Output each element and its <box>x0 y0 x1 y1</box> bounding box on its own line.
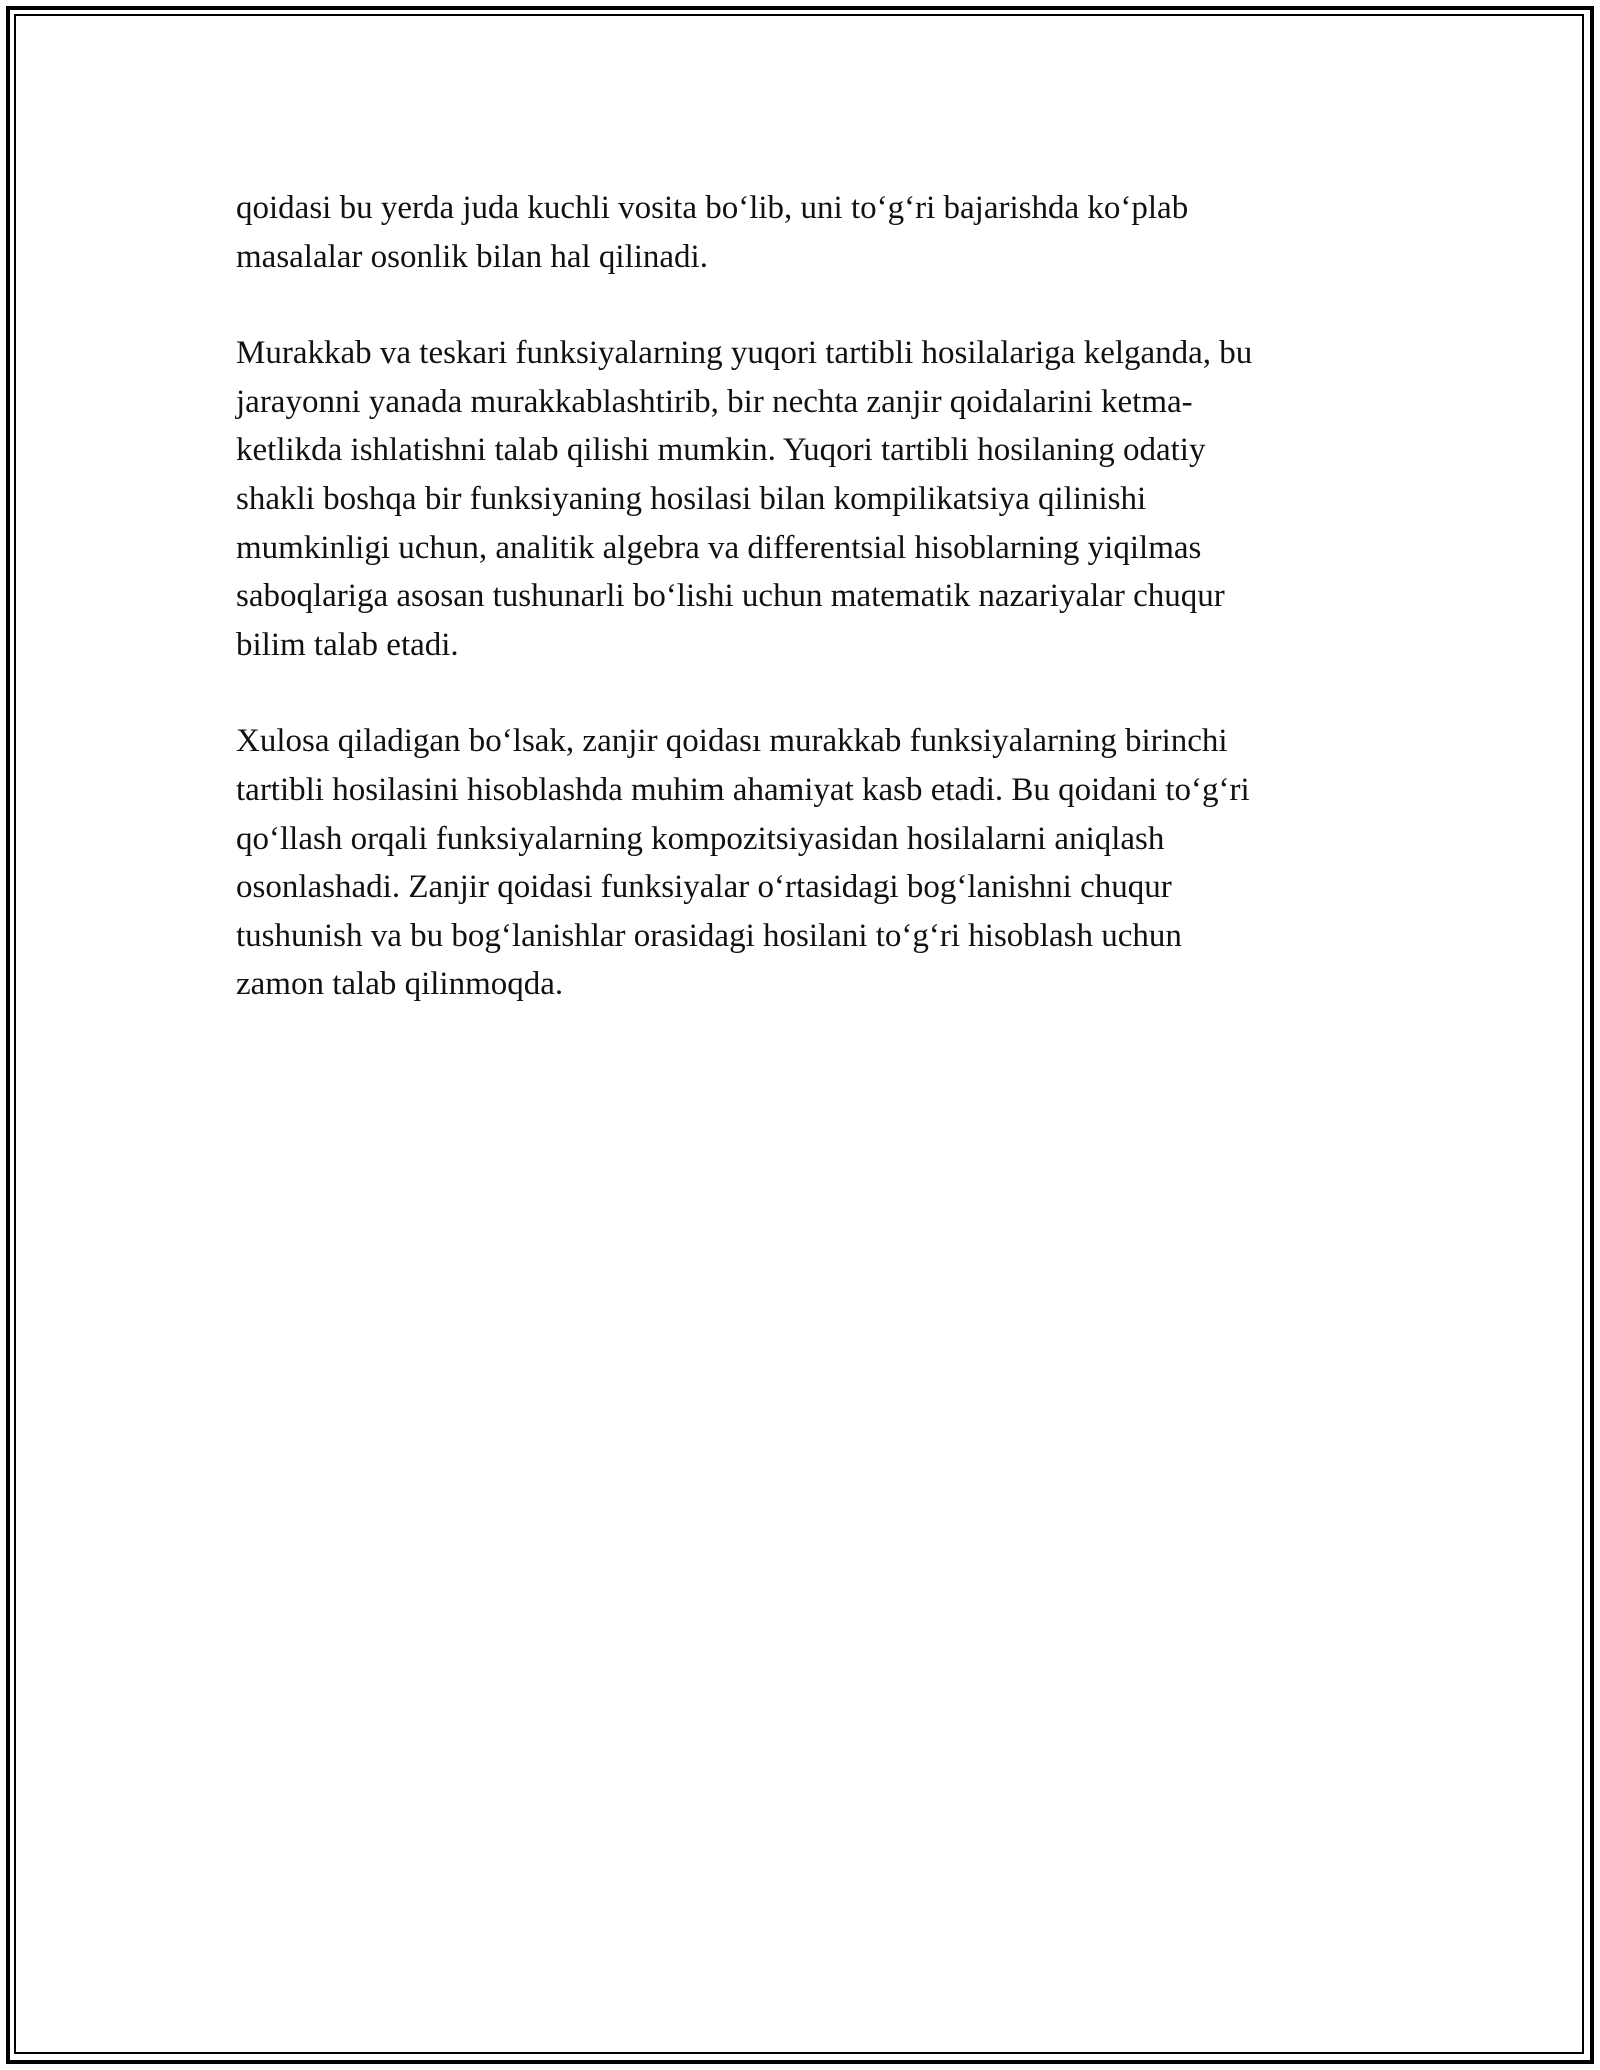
paragraph-higher-order-derivatives: Murakkab va teskari funksiyalarning yuqori tartibli hosilalariga kelganda, bu jarayonni yanada murakkablashtirib, bir nechta zanjir qoidalarini ketma- ketlikda ishlatishni talab qilishi mumkin. Yuqori tartibli hosilaning odatiy shakli boshqa bir funksiyaning hosilasi bilan kompilikatsiya qilinishi mumkinligi uchun, analitik algebra va differentsial hisoblarning yiqilmas saboqlariga asosan tushunarli bo‘lishi uchun matematik nazariyalar chuqur bilim talab etadi. <box>236 335 1253 663</box>
paragraph-continuation: qoidasi bu yerda juda kuchli vosita bo‘lib, uni to‘g‘ri bajarishda ko‘plab masalalar osonlik bilan hal qilinadi. <box>236 190 1189 275</box>
paragraph-conclusion: Xulosa qiladigan bo‘lsak, zanjir qoidası murakkab funksiyalarning birinchi tartibli hosilasini hisoblashda muhim ahamiyat kasb etadi. Bu qoidani to‘g‘ri qo‘llash orqali funksiyalarning kompozitsiyasidan hosilalarni aniqlash osonlashadi. Zanjir qoidasi funksiyalar o‘rtasidagi bog‘lanishni chuqur tushunish va bu bog‘lanishlar orasidagi hosilani to‘g‘ri hisoblash uchun zamon talab qilinmoqda. <box>236 723 1250 1003</box>
document-body <box>236 184 1376 1057</box>
